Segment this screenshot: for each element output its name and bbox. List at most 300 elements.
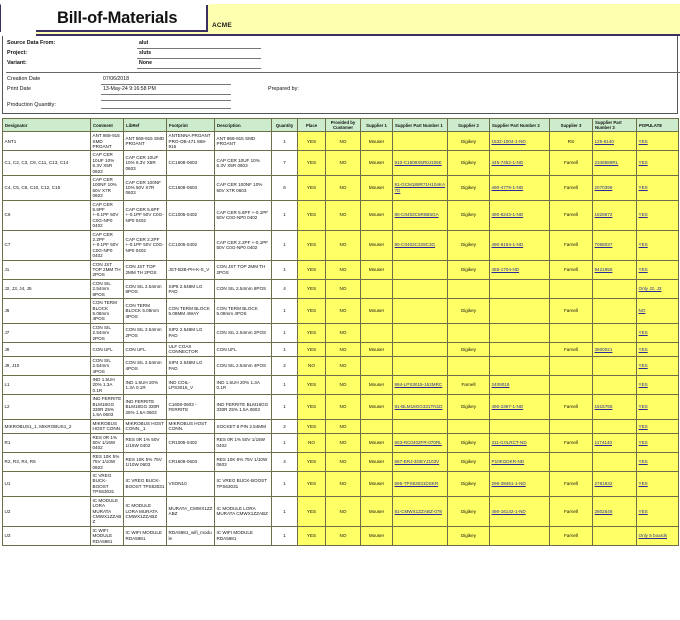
cell-supplier-part-number-1[interactable]	[393, 260, 448, 279]
cell-supplier-part-number-1[interactable]	[393, 419, 448, 433]
prepared-by-label: Prepared by:	[268, 86, 299, 92]
cell-footprint: JST-B2B-PH-K-S_V	[167, 260, 215, 279]
cell-supplier-part-number-3-link[interactable]: 2802545	[594, 508, 613, 514]
cell-comment: IC WIFI MODULE RDA5981	[91, 526, 124, 545]
cell-supplier-3	[550, 452, 593, 471]
cell-populate[interactable]	[637, 260, 679, 279]
cell-footprint: CC1608-0603	[167, 151, 215, 176]
cell-populate-link[interactable]: Only 5 boards	[638, 533, 668, 539]
cell-supplier-part-number-1[interactable]	[393, 356, 448, 375]
cell-supplier-3: RS	[550, 132, 593, 151]
cell-supplier-part-number-2[interactable]	[490, 472, 550, 497]
cell-provided-by-customer: NO	[326, 230, 361, 260]
cell-supplier-part-number-2-link[interactable]: 2409018	[491, 382, 510, 388]
cell-description: IC WIFI MODULE RDA5981	[215, 526, 272, 545]
cell-supplier-part-number-1-link[interactable]: 595-TPS63031DSKR	[394, 481, 439, 487]
cell-supplier-part-number-1[interactable]	[393, 496, 448, 526]
table-row[interactable]	[3, 230, 679, 260]
cell-supplier-part-number-3-link[interactable]: 2346889RL	[594, 160, 619, 166]
variant-value: None	[139, 60, 152, 66]
cell-comment: CON UFL	[91, 342, 124, 356]
col-quantity[interactable]: Quantity	[272, 119, 298, 132]
table-row[interactable]	[3, 395, 679, 420]
cell-populate[interactable]	[637, 433, 679, 452]
cell-quantity: 1	[272, 323, 298, 342]
cell-designator: J7	[3, 323, 91, 342]
cell-supplier-part-number-2[interactable]	[490, 419, 550, 433]
cell-supplier-part-number-1[interactable]	[393, 132, 448, 151]
cell-supplier-part-number-1-link[interactable]: 994-LPS3015-152MRC	[394, 382, 443, 388]
cell-supplier-part-number-3[interactable]	[593, 356, 637, 375]
cell-quantity: 1	[272, 260, 298, 279]
cell-supplier-part-number-2[interactable]	[490, 356, 550, 375]
cell-supplier-part-number-1[interactable]	[393, 230, 448, 260]
cell-comment: RES 10K 5% 75V 1/10W 0603	[91, 452, 124, 471]
cell-description: IC VREG BUCK-BOOST TPS63031	[215, 472, 272, 497]
cell-supplier-part-number-1-link[interactable]: 667-ERJ-3GEYJ103V	[394, 459, 440, 465]
cell-supplier-part-number-3[interactable]	[593, 472, 637, 497]
cell-populate[interactable]	[637, 526, 679, 545]
cell-populate-link[interactable]: YES	[638, 160, 648, 166]
cell-populate-link[interactable]: YES	[638, 363, 648, 369]
cell-footprint: RDA5981_wifi_module	[167, 526, 215, 545]
table-row[interactable]	[3, 433, 679, 452]
cell-quantity: 1	[272, 200, 298, 230]
cell-supplier-1: Mouser	[361, 496, 393, 526]
col-designator[interactable]: Designator	[3, 119, 91, 132]
table-row[interactable]	[3, 299, 679, 324]
cell-supplier-part-number-3[interactable]	[593, 323, 637, 342]
cell-provided-by-customer: NO	[326, 375, 361, 394]
cell-supplier-part-number-1[interactable]	[393, 299, 448, 324]
bom-table-body	[3, 132, 679, 546]
cell-libref: ANT 868-915 SMD PROANT	[124, 132, 167, 151]
cell-supplier-part-number-1[interactable]	[393, 342, 448, 356]
cell-supplier-part-number-1[interactable]	[393, 526, 448, 545]
cell-designator: L1	[3, 375, 91, 394]
col-supplier-3[interactable]: Supplier 3	[550, 119, 593, 132]
cell-supplier-part-number-1-link[interactable]: 81-GCM188R71H104KA7D	[394, 182, 446, 193]
cell-supplier-part-number-1-link[interactable]: 603-RC0402FR-070RL	[394, 440, 442, 446]
cell-supplier-part-number-1[interactable]	[393, 375, 448, 394]
cell-footprint: C1608-0603 - FERRITE	[167, 395, 215, 420]
cell-footprint: CC1608-0603	[167, 175, 215, 200]
cell-description: CON TERM BLOCK 5.08mm 4POS	[215, 299, 272, 324]
cell-supplier-part-number-1[interactable]	[393, 200, 448, 230]
cell-supplier-1: Mouser	[361, 433, 393, 452]
cell-supplier-part-number-2[interactable]	[490, 299, 550, 324]
cell-footprint: ANTENNA PROANT PRO-OB-471 868-915	[167, 132, 215, 151]
col-supplier-part-number-2[interactable]: Supplier Part Number 2	[490, 119, 550, 132]
cell-supplier-3: Farnell	[550, 472, 593, 497]
cell-supplier-part-number-3[interactable]	[593, 526, 637, 545]
cell-supplier-part-number-1-link[interactable]: 80-C0402C229C3G	[394, 242, 436, 248]
col-populate[interactable]: POPULATE	[637, 119, 679, 132]
cell-supplier-2: Digikey	[448, 299, 490, 324]
cell-libref: CON SIL 2.54mm 2POS	[124, 323, 167, 342]
cell-description: CAP CER 100NF 10% 50V X7R 0603	[215, 175, 272, 200]
cell-libref: CAP CER 5.6PF +-0.1PF 50V C0G-NP0 0402	[124, 200, 167, 230]
cell-footprint: IND COIL-LPS3015_V	[167, 375, 215, 394]
cell-supplier-part-number-1-link[interactable]: 80-C0402C5R6B5GA	[394, 212, 439, 218]
cell-footprint: SIP2 2.548M LG PAD	[167, 323, 215, 342]
cell-place: YES	[298, 419, 326, 433]
cell-populate[interactable]	[637, 395, 679, 420]
cell-populate-link[interactable]: YES	[638, 382, 648, 388]
cell-supplier-2: Digikey	[448, 433, 490, 452]
cell-libref: CON SIL 2.54mm 8POS	[124, 279, 167, 298]
cell-provided-by-customer: NO	[326, 433, 361, 452]
production-quantity-label: Production Quantity:	[7, 102, 56, 108]
cell-populate[interactable]	[637, 496, 679, 526]
col-supplier-part-number-3[interactable]: Supplier Part Number 3	[593, 119, 637, 132]
cell-designator: R2, R3, R4, R5	[3, 452, 91, 471]
cell-populate-link[interactable]: YES	[638, 330, 648, 336]
source-data-from-label: Source Data From:	[7, 40, 56, 46]
cell-populate-link[interactable]: NO	[638, 308, 646, 314]
cell-supplier-part-number-3[interactable]	[593, 260, 637, 279]
cell-supplier-part-number-2[interactable]	[490, 132, 550, 151]
cell-populate[interactable]	[637, 230, 679, 260]
cell-supplier-2: Digikey	[448, 526, 490, 545]
col-libref[interactable]: LibRef	[124, 119, 167, 132]
cell-supplier-part-number-3[interactable]	[593, 132, 637, 151]
cell-supplier-2: Digikey	[448, 230, 490, 260]
cell-supplier-part-number-2[interactable]	[490, 375, 550, 394]
cell-supplier-part-number-2-link[interactable]: 490-2397-1-ND	[491, 404, 524, 410]
cell-place: YES	[298, 132, 326, 151]
cell-quantity: 1	[272, 395, 298, 420]
cell-supplier-3	[550, 419, 593, 433]
cell-supplier-part-number-2[interactable]	[490, 452, 550, 471]
cell-quantity: 2	[272, 419, 298, 433]
cell-supplier-part-number-3-link[interactable]: 1828872	[594, 212, 613, 218]
cell-supplier-2: Digikey	[448, 260, 490, 279]
cell-supplier-part-number-2[interactable]	[490, 279, 550, 298]
cell-provided-by-customer: NO	[326, 419, 361, 433]
cell-quantity: 4	[272, 279, 298, 298]
cell-footprint: CON TERM BLOCK 5.08MM 4WAY	[167, 299, 215, 324]
cell-supplier-2: Digikey	[448, 496, 490, 526]
cell-supplier-part-number-3[interactable]	[593, 279, 637, 298]
cell-designator: U1	[3, 472, 91, 497]
cell-populate[interactable]	[637, 342, 679, 356]
cell-quantity: 4	[272, 452, 298, 471]
bom-table-container	[2, 118, 678, 546]
col-comment[interactable]: Comment	[91, 119, 124, 132]
cell-supplier-part-number-2-link[interactable]: P10KGDKR-ND	[491, 459, 525, 465]
table-row[interactable]	[3, 132, 679, 151]
cell-supplier-part-number-1[interactable]	[393, 472, 448, 497]
cell-supplier-part-number-3-link[interactable]: 3900021	[594, 346, 613, 352]
cell-supplier-part-number-1-link[interactable]: 810-C1608X5R0J106K	[394, 160, 442, 166]
cell-supplier-1: Mouser	[361, 395, 393, 420]
cell-populate-link[interactable]: YES	[638, 185, 648, 191]
cell-supplier-part-number-3[interactable]	[593, 230, 637, 260]
cell-supplier-part-number-3-link[interactable]: 2781832	[594, 481, 613, 487]
table-row[interactable]	[3, 260, 679, 279]
cell-description: ANT 868-915 SMD PROANT	[215, 132, 272, 151]
cell-designator: U3	[3, 526, 91, 545]
table-row[interactable]	[3, 526, 679, 545]
variant-rule	[137, 68, 261, 69]
cell-supplier-1: Mouser	[361, 526, 393, 545]
cell-supplier-part-number-1[interactable]	[393, 151, 448, 176]
table-row[interactable]	[3, 375, 679, 394]
col-place[interactable]: Place	[298, 119, 326, 132]
cell-supplier-part-number-2[interactable]	[490, 260, 550, 279]
cell-comment: IND 1.5UH 20% 1.3A 0.1R	[91, 375, 124, 394]
cell-place: YES	[298, 299, 326, 324]
col-supplier-2[interactable]: Supplier 2	[448, 119, 490, 132]
cell-supplier-part-number-2[interactable]	[490, 342, 550, 356]
cell-supplier-1: Mouser	[361, 200, 393, 230]
cell-quantity: 2	[272, 356, 298, 375]
cell-libref: RES 0R 1% 50V 1/16W 0402	[124, 433, 167, 452]
col-provided-by-customer[interactable]: Provided by Customer	[326, 119, 361, 132]
cell-supplier-part-number-2[interactable]	[490, 526, 550, 545]
cell-populate-link[interactable]: Only J2, J3	[638, 286, 662, 292]
cell-supplier-part-number-2-link[interactable]: 311-0.0LRCT-ND	[491, 440, 527, 446]
cell-supplier-3: Farnell	[550, 526, 593, 545]
cell-provided-by-customer: NO	[326, 200, 361, 230]
cell-supplier-part-number-1-link[interactable]: 81-CMWX1ZZABZ-078	[394, 508, 442, 514]
cell-place: YES	[298, 452, 326, 471]
cell-place: YES	[298, 472, 326, 497]
cell-supplier-2: Farnell	[448, 375, 490, 394]
cell-supplier-part-number-3-link[interactable]: 1515755	[594, 404, 613, 410]
cell-libref: CON UFL	[124, 342, 167, 356]
cell-quantity: 1	[272, 526, 298, 545]
cell-designator: J9, J10	[3, 356, 91, 375]
cell-supplier-1: Mouser	[361, 260, 393, 279]
table-row[interactable]	[3, 452, 679, 471]
cell-supplier-part-number-2[interactable]	[490, 496, 550, 526]
cell-supplier-part-number-2-link[interactable]: 1532-1004-1-ND	[491, 138, 526, 144]
cell-populate[interactable]	[637, 472, 679, 497]
cell-libref: CAP CER 2.2PF +-0.1PF 50V C0G-NP0 0402	[124, 230, 167, 260]
cell-place: YES	[298, 395, 326, 420]
cell-populate-link[interactable]: YES	[638, 242, 648, 248]
cell-supplier-part-number-3[interactable]	[593, 452, 637, 471]
cell-provided-by-customer: NO	[326, 526, 361, 545]
table-row[interactable]	[3, 496, 679, 526]
cell-supplier-part-number-2[interactable]	[490, 200, 550, 230]
cell-comment: CON SIL 2.54mm 8POS	[91, 279, 124, 298]
cell-populate-link[interactable]: YES	[638, 481, 648, 487]
cell-populate[interactable]	[637, 356, 679, 375]
cell-supplier-part-number-3-link[interactable]: 1174140	[594, 440, 613, 446]
print-date-rule	[101, 94, 231, 95]
cell-quantity: 1	[272, 433, 298, 452]
table-row[interactable]	[3, 323, 679, 342]
cell-supplier-part-number-1[interactable]	[393, 175, 448, 200]
cell-provided-by-customer: NO	[326, 496, 361, 526]
cell-place: YES	[298, 279, 326, 298]
cell-populate-link[interactable]: YES	[638, 508, 648, 514]
cell-comment: CON TERM BLOCK 5.08mm 4POS	[91, 299, 124, 324]
cell-supplier-part-number-2-link[interactable]: 490-16142-1-ND	[491, 508, 526, 514]
cell-populate-link[interactable]: YES	[638, 212, 648, 218]
cell-footprint: CR1608-0603	[167, 452, 215, 471]
cell-comment: CON SIL 2.54mm 4POS	[91, 356, 124, 375]
cell-supplier-part-number-3[interactable]	[593, 200, 637, 230]
print-date-label: Print Date	[7, 86, 31, 92]
cell-supplier-part-number-1[interactable]	[393, 395, 448, 420]
cell-supplier-part-number-1-link[interactable]: 81-BLM18GG331TN1D	[394, 404, 443, 410]
cell-description: IND 1.5UH 20% 1.3A 0.1R	[215, 375, 272, 394]
cell-supplier-part-number-1[interactable]	[393, 452, 448, 471]
cell-supplier-part-number-2-link[interactable]: 490-4779-1-ND	[491, 185, 524, 191]
production-rule-bottom	[101, 108, 231, 109]
bom-table	[2, 118, 679, 546]
cell-supplier-part-number-2-link[interactable]: 490-6243-1-ND	[491, 212, 524, 218]
table-row[interactable]	[3, 342, 679, 356]
cell-supplier-part-number-2-link[interactable]: 445-7452-1-ND	[491, 160, 524, 166]
cell-populate[interactable]	[637, 375, 679, 394]
cell-comment: CON SIL 2.54mm 2POS	[91, 323, 124, 342]
cell-supplier-part-number-3[interactable]	[593, 395, 637, 420]
cell-populate[interactable]	[637, 279, 679, 298]
cell-footprint: CC1005-0402	[167, 230, 215, 260]
project-label: Project:	[7, 50, 28, 56]
col-supplier-1[interactable]: Supplier 1	[361, 119, 393, 132]
cell-populate-link[interactable]: YES	[638, 267, 648, 273]
creation-date-value: 07/06/2018	[103, 76, 129, 82]
cell-description: CON SIL 2.54mm 2POS	[215, 323, 272, 342]
table-row[interactable]	[3, 419, 679, 433]
cell-place: YES	[298, 200, 326, 230]
cell-supplier-part-number-3[interactable]	[593, 419, 637, 433]
cell-place: YES	[298, 175, 326, 200]
cell-populate-link[interactable]: YES	[638, 404, 648, 410]
source-data-from-rule	[137, 48, 261, 49]
cell-designator: L2	[3, 395, 91, 420]
col-description[interactable]: Description	[215, 119, 272, 132]
cell-description: CON SIL 2.54mm 4POS	[215, 356, 272, 375]
cell-populate-link[interactable]: YES	[638, 440, 648, 446]
cell-supplier-part-number-2[interactable]	[490, 433, 550, 452]
cell-supplier-part-number-3-link[interactable]: 9421855	[594, 267, 613, 273]
cell-libref: RES 10K 5% 75V 1/10W 0603	[124, 452, 167, 471]
cell-provided-by-customer: NO	[326, 342, 361, 356]
cell-footprint: VSON10	[167, 472, 215, 497]
cell-comment: CAP CER 5.6PF +-0.1PF 50V C0G-NP0 0402	[91, 200, 124, 230]
col-footprint[interactable]: Footprint	[167, 119, 215, 132]
cell-supplier-part-number-1[interactable]	[393, 279, 448, 298]
cell-libref: CON JST TOP 2MM TH 2POS	[124, 260, 167, 279]
cell-supplier-part-number-2[interactable]	[490, 151, 550, 176]
table-row[interactable]	[3, 175, 679, 200]
cell-designator: J6	[3, 299, 91, 324]
cell-supplier-1: Mouser	[361, 151, 393, 176]
cell-supplier-part-number-1[interactable]	[393, 323, 448, 342]
table-row[interactable]	[3, 472, 679, 497]
cell-supplier-1	[361, 279, 393, 298]
cell-comment: IC MODULE LORA MURATA CMWX1ZZABZ	[91, 496, 124, 526]
cell-populate-link[interactable]: YES	[638, 459, 648, 465]
cell-supplier-part-number-2[interactable]	[490, 175, 550, 200]
cell-description: RES 0R 1% 50V 1/16W 0402	[215, 433, 272, 452]
table-row[interactable]	[3, 200, 679, 230]
cell-populate[interactable]	[637, 323, 679, 342]
cell-supplier-part-number-3-link[interactable]: 125-6140	[594, 138, 614, 144]
cell-provided-by-customer: NO	[326, 395, 361, 420]
cell-supplier-2	[448, 279, 490, 298]
cell-supplier-part-number-2[interactable]	[490, 395, 550, 420]
cell-supplier-part-number-3[interactable]	[593, 342, 637, 356]
cell-supplier-part-number-3[interactable]	[593, 375, 637, 394]
cell-supplier-part-number-2-link[interactable]: 490-6194-1-ND	[491, 242, 524, 248]
cell-libref: IND FERRITE BLM18GG 330R 25% 1.5A 0603	[124, 395, 167, 420]
cell-supplier-part-number-2[interactable]	[490, 323, 550, 342]
cell-description: IND FERRITE BLM18GG 330R 25% 1.5A 0603	[215, 395, 272, 420]
cell-provided-by-customer: NO	[326, 452, 361, 471]
cell-populate[interactable]	[637, 299, 679, 324]
cell-libref: CAP CER 10UF 10% 6.3V X5R 0603	[124, 151, 167, 176]
cell-supplier-part-number-3-link[interactable]: 2070398	[594, 185, 613, 191]
cell-description: CAP CER 10UF 10% 6.3V X5R 0603	[215, 151, 272, 176]
cell-description: CON JST TOP 2MM TH 2POS	[215, 260, 272, 279]
cell-populate[interactable]	[637, 175, 679, 200]
cell-place: YES	[298, 342, 326, 356]
cell-comment: RES 0R 1% 50V 1/16W 0402	[91, 433, 124, 452]
cell-populate[interactable]	[637, 200, 679, 230]
col-supplier-part-number-1[interactable]: Supplier Part Number 1	[393, 119, 448, 132]
cell-place: YES	[298, 526, 326, 545]
project-value: sluts	[139, 50, 152, 56]
bom-table-header	[3, 119, 679, 132]
cell-supplier-part-number-2-link[interactable]: 296-39461-1-ND	[491, 481, 526, 487]
cell-supplier-3	[550, 323, 593, 342]
cell-designator: MIKROBUS1_1, MIKROBUS1_2	[3, 419, 91, 433]
cell-designator: J8	[3, 342, 91, 356]
cell-place: YES	[298, 496, 326, 526]
cell-libref: CON SIL 2.54mm 4POS	[124, 356, 167, 375]
cell-comment: MIKROBUS HOST CONN.	[91, 419, 124, 433]
cell-quantity: 1	[272, 472, 298, 497]
cell-supplier-1: Mouser	[361, 472, 393, 497]
cell-supplier-part-number-2[interactable]	[490, 230, 550, 260]
cell-supplier-part-number-1[interactable]	[393, 433, 448, 452]
cell-supplier-part-number-3[interactable]	[593, 433, 637, 452]
cell-supplier-part-number-3[interactable]	[593, 151, 637, 176]
cell-supplier-2: Digikey	[448, 472, 490, 497]
cell-supplier-part-number-2-link[interactable]: 455-1704-ND	[491, 267, 520, 273]
cell-populate[interactable]	[637, 419, 679, 433]
cell-supplier-3: Farnell	[550, 395, 593, 420]
cell-supplier-part-number-3[interactable]	[593, 299, 637, 324]
cell-populate-link[interactable]: YES	[638, 138, 648, 144]
cell-populate[interactable]	[637, 132, 679, 151]
cell-description: IC MODULE LORA MURATA CMWX1ZZABZ	[215, 496, 272, 526]
cell-quantity: 6	[272, 175, 298, 200]
cell-supplier-part-number-3[interactable]	[593, 496, 637, 526]
table-row[interactable]	[3, 151, 679, 176]
cell-populate-link[interactable]: YES	[638, 423, 648, 429]
table-row[interactable]	[3, 279, 679, 298]
cell-populate-link[interactable]: YES	[638, 346, 648, 352]
cell-footprint: ULF COAX CONNECTOR	[167, 342, 215, 356]
cell-supplier-2: Digikey	[448, 200, 490, 230]
cell-populate[interactable]	[637, 452, 679, 471]
cell-supplier-part-number-3-link[interactable]: 7068037	[594, 242, 613, 248]
cell-supplier-part-number-3[interactable]	[593, 175, 637, 200]
cell-populate[interactable]	[637, 151, 679, 176]
cell-supplier-2: Digikey	[448, 452, 490, 471]
cell-supplier-1: Mouser	[361, 132, 393, 151]
table-row[interactable]	[3, 356, 679, 375]
